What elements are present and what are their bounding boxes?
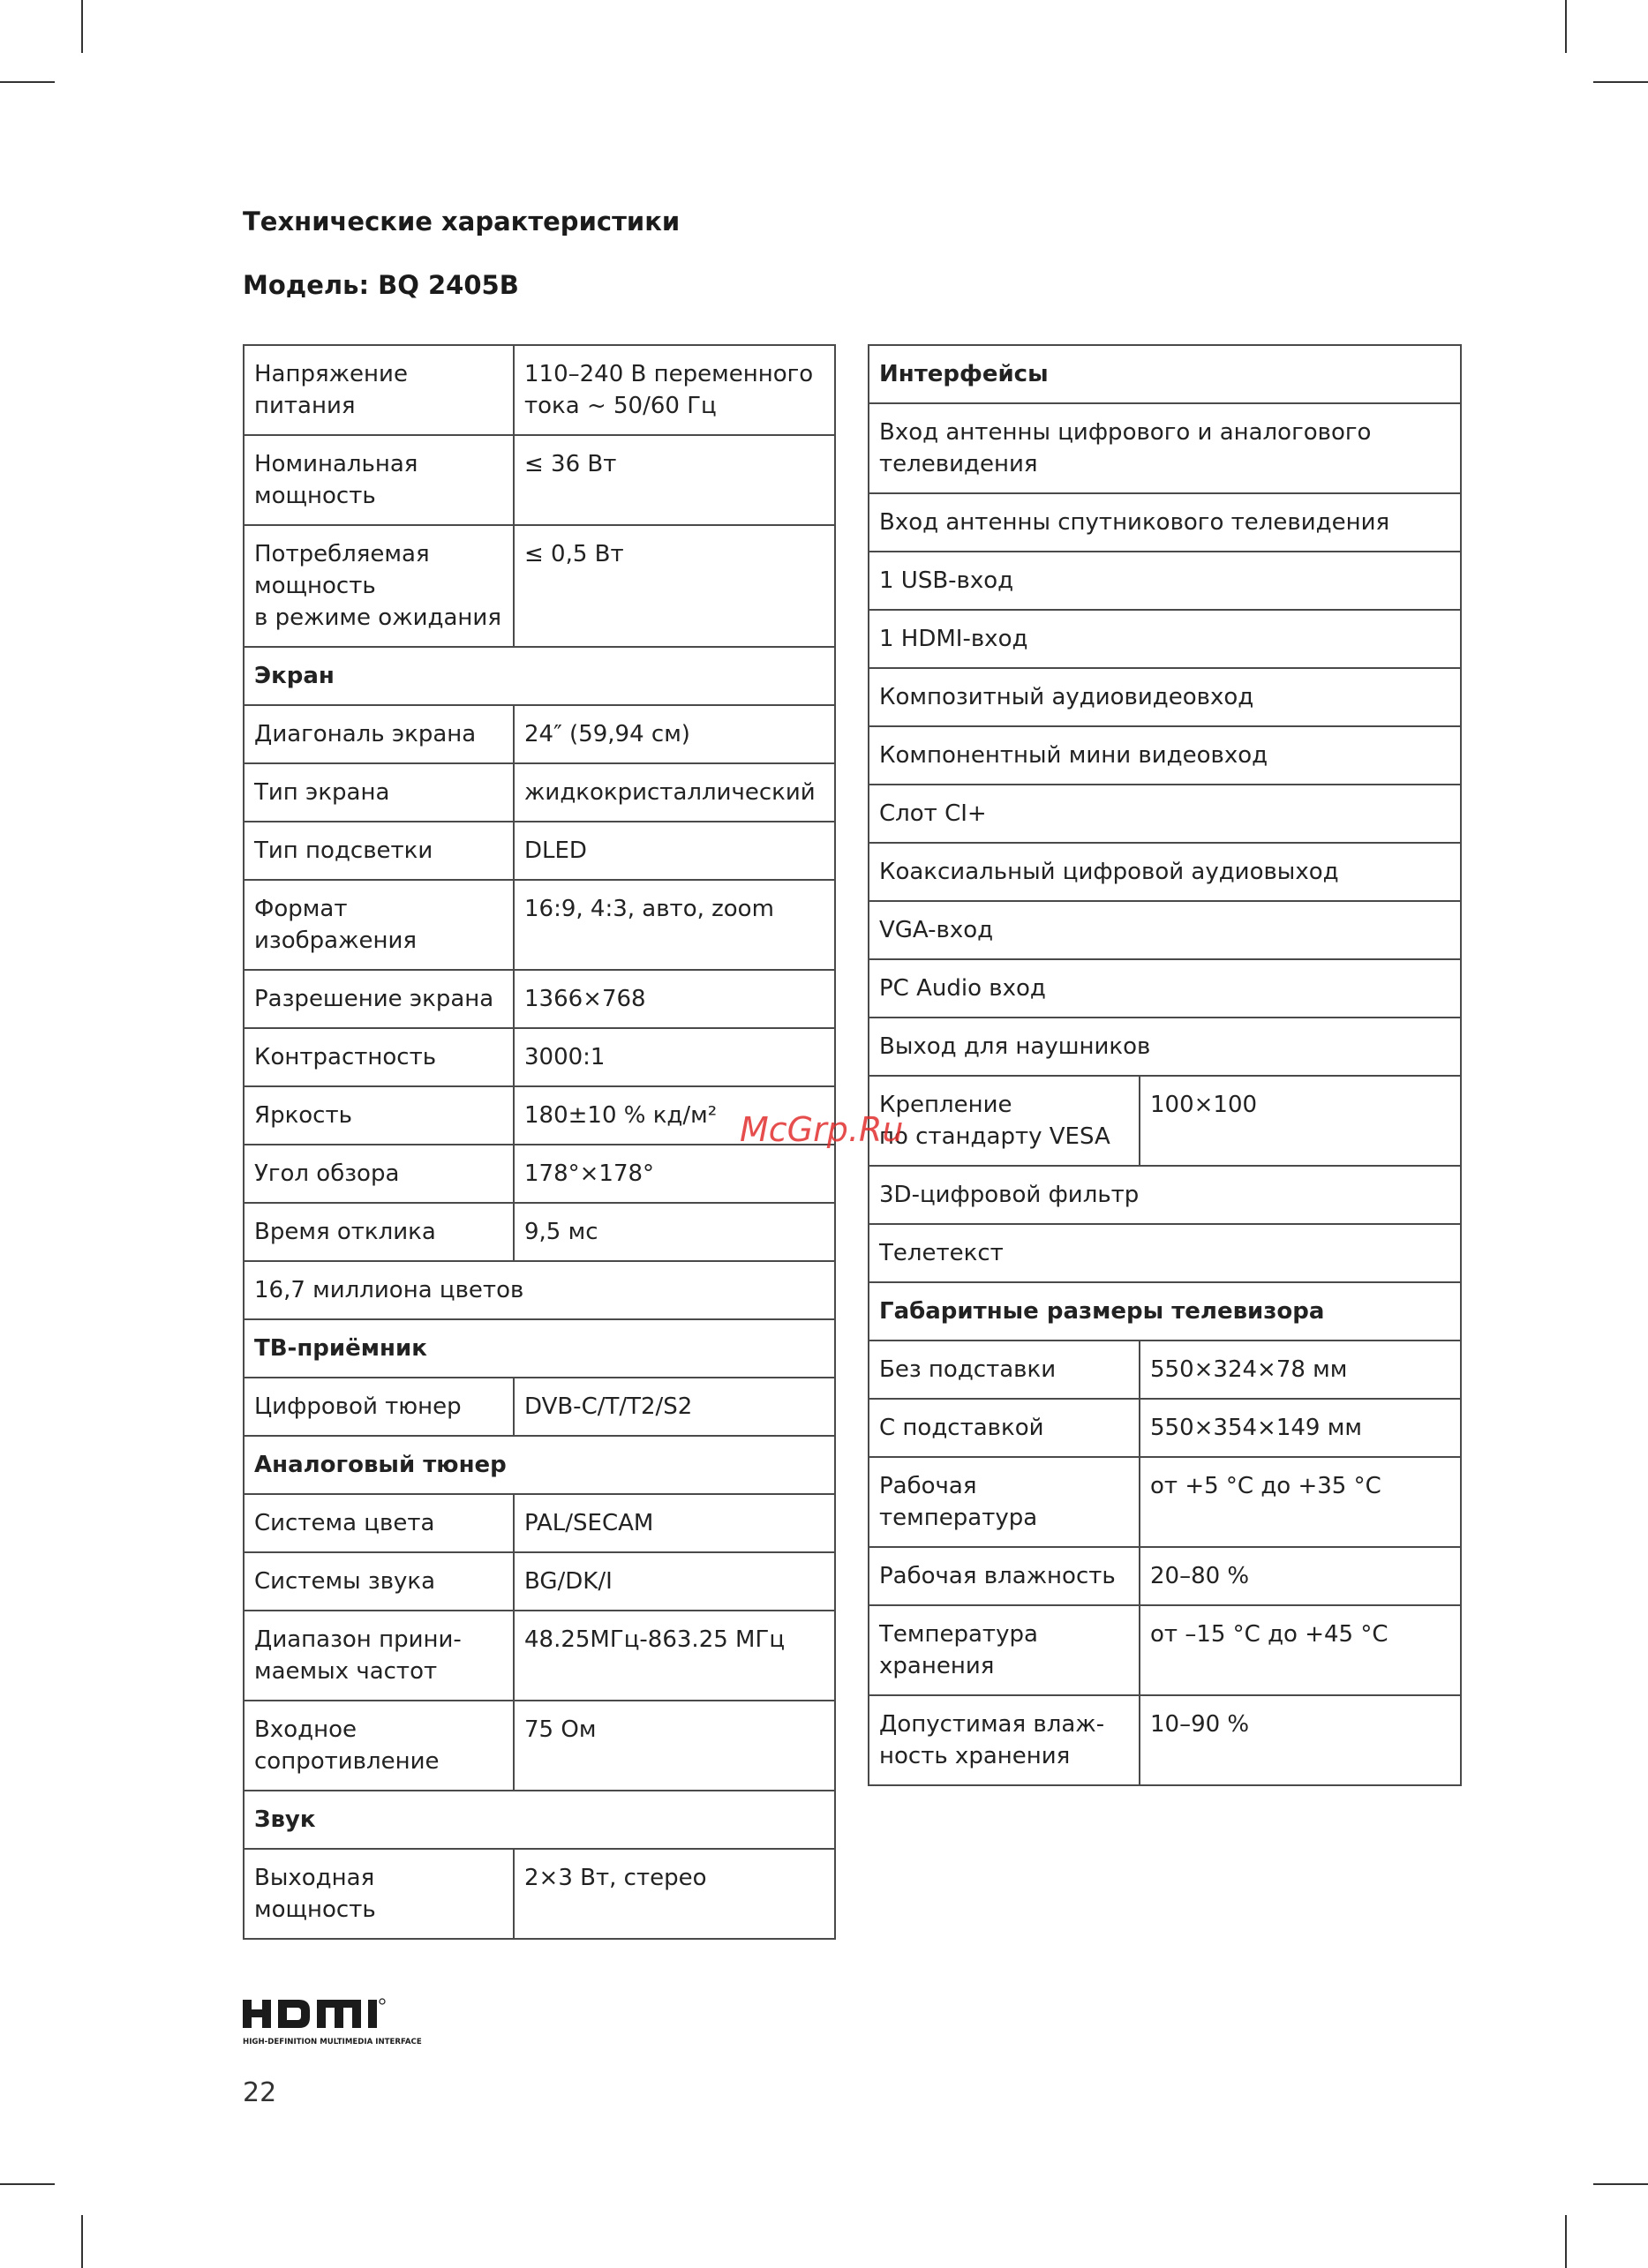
page-title: Технические характеристики: [243, 207, 681, 237]
spec-value: 550×354×149 мм: [1140, 1399, 1461, 1457]
section-heading: Экран: [244, 647, 835, 705]
table-row: [869, 1457, 1461, 1547]
hdmi-tagline: HIGH-DEFINITION MULTIMEDIA INTERFACE: [243, 2038, 422, 2046]
table-row: [869, 1224, 1461, 1282]
spec-value: 550×324×78 мм: [1140, 1341, 1461, 1399]
spec-label: Температура хранения: [869, 1605, 1140, 1695]
spec-item: 3D-цифровой фильтр: [869, 1166, 1461, 1224]
table-row: [244, 1145, 835, 1203]
spec-value: ≤ 36 Вт: [514, 435, 835, 525]
table-row: [869, 1605, 1461, 1695]
page-number: 22: [243, 2077, 277, 2108]
spec-value: 2×3 Вт, стерео: [514, 1849, 835, 1939]
spec-table-right: [868, 344, 1462, 1786]
spec-label: Рабочая влажность: [869, 1547, 1140, 1605]
spec-label: Номинальная мощность: [244, 435, 514, 525]
spec-item: PC Audio вход: [869, 959, 1461, 1018]
model-heading: Модель: BQ 2405B: [243, 270, 519, 300]
hdmi-logo-icon: [243, 1996, 446, 2049]
spec-value: 20–80 %: [1140, 1547, 1461, 1605]
table-row: [869, 493, 1461, 552]
spec-value: 9,5 мс: [514, 1203, 835, 1261]
spec-label: Системы звука: [244, 1552, 514, 1611]
spec-label: Угол обзора: [244, 1145, 514, 1203]
spec-label: Яркость: [244, 1086, 514, 1145]
spec-item: Компонентный мини видеовход: [869, 726, 1461, 785]
section-heading: Аналоговый тюнер: [244, 1436, 835, 1494]
table-row: [244, 1494, 835, 1552]
table-row: [244, 647, 835, 705]
section-heading: Интерфейсы: [869, 345, 1461, 403]
spec-value: ≤ 0,5 Вт: [514, 525, 835, 647]
table-row: [869, 1166, 1461, 1224]
section-heading: ТВ-приёмник: [244, 1319, 835, 1378]
crop-mark: [0, 81, 55, 83]
crop-mark: [1593, 2183, 1648, 2185]
table-row: [869, 726, 1461, 785]
table-row: [869, 1341, 1461, 1399]
spec-value: 110–240 В переменного тока ~ 50/60 Гц: [514, 345, 835, 435]
table-row: [869, 1018, 1461, 1076]
table-row: [869, 552, 1461, 610]
spec-label: Крепление по стандарту VESA: [869, 1076, 1140, 1166]
table-row: [869, 901, 1461, 959]
table-row: [869, 785, 1461, 843]
spec-item: Телетекст: [869, 1224, 1461, 1282]
table-row: [244, 1611, 835, 1701]
spec-value: 178°×178°: [514, 1145, 835, 1203]
table-row: [869, 1695, 1461, 1785]
table-row: [244, 1849, 835, 1939]
spec-value: 3000:1: [514, 1028, 835, 1086]
spec-value: 180±10 % кд/м²: [514, 1086, 835, 1145]
spec-value: 48.25МГц-863.25 МГц: [514, 1611, 835, 1701]
spec-value: жидкокристаллический: [514, 763, 835, 822]
spec-label: Допустимая влаж- ность хранения: [869, 1695, 1140, 1785]
spec-value: BG/DK/I: [514, 1552, 835, 1611]
table-row: [244, 822, 835, 880]
crop-mark: [1593, 81, 1648, 83]
spec-label: Диапазон прини- маемых частот: [244, 1611, 514, 1701]
spec-label: Рабочая температура: [869, 1457, 1140, 1547]
spec-item: VGA-вход: [869, 901, 1461, 959]
spec-item: Вход антенны цифрового и аналогового телевидения: [869, 403, 1461, 493]
spec-label: С подставкой: [869, 1399, 1140, 1457]
spec-label: Тип экрана: [244, 763, 514, 822]
spec-item: 1 HDMI-вход: [869, 610, 1461, 668]
table-row: [244, 1701, 835, 1791]
spec-value: 100×100: [1140, 1076, 1461, 1166]
table-row: [244, 435, 835, 525]
table-row: [244, 525, 835, 647]
table-row: [244, 763, 835, 822]
spec-label: Потребляемая мощность в режиме ожидания: [244, 525, 514, 647]
table-row: [869, 1399, 1461, 1457]
spec-label: Входное сопротивление: [244, 1701, 514, 1791]
spec-value: 10–90 %: [1140, 1695, 1461, 1785]
table-row: [869, 1076, 1461, 1166]
spec-label: Напряжение питания: [244, 345, 514, 435]
crop-mark: [81, 0, 83, 53]
table-row: [244, 1378, 835, 1436]
spec-item: Выход для наушников: [869, 1018, 1461, 1076]
table-row: [869, 403, 1461, 493]
table-row: [244, 970, 835, 1028]
spec-value: от –15 °C до +45 °C: [1140, 1605, 1461, 1695]
table-row: [244, 1028, 835, 1086]
table-row: [869, 610, 1461, 668]
spec-item: Коаксиальный цифровой аудиовыход: [869, 843, 1461, 901]
spec-item: Слот CI+: [869, 785, 1461, 843]
table-row: [244, 1261, 835, 1319]
table-row: [869, 668, 1461, 726]
crop-mark: [0, 2183, 55, 2185]
spec-value: 16:9, 4:3, авто, zoom: [514, 880, 835, 970]
spec-item: 16,7 миллиона цветов: [244, 1261, 835, 1319]
table-row: [869, 345, 1461, 403]
table-row: [244, 1791, 835, 1849]
spec-label: Выходная мощность: [244, 1849, 514, 1939]
spec-label: Тип подсветки: [244, 822, 514, 880]
table-row: [244, 880, 835, 970]
crop-mark: [1565, 0, 1567, 53]
spec-label: Цифровой тюнер: [244, 1378, 514, 1436]
spec-value: DVB-C/T/T2/S2: [514, 1378, 835, 1436]
spec-item: Вход антенны спутникового телевидения: [869, 493, 1461, 552]
spec-label: Контрастность: [244, 1028, 514, 1086]
section-heading: Звук: [244, 1791, 835, 1849]
spec-label: Система цвета: [244, 1494, 514, 1552]
spec-value: PAL/SECAM: [514, 1494, 835, 1552]
spec-value: 24″ (59,94 см): [514, 705, 835, 763]
table-row: [244, 345, 835, 435]
table-row: [869, 843, 1461, 901]
spec-item: Композитный аудиовидеовход: [869, 668, 1461, 726]
crop-mark: [1565, 2215, 1567, 2268]
spec-value: от +5 °C до +35 °C: [1140, 1457, 1461, 1547]
spec-label: Время отклика: [244, 1203, 514, 1261]
table-row: [869, 959, 1461, 1018]
spec-label: Без подставки: [869, 1341, 1140, 1399]
table-row: [869, 1547, 1461, 1605]
table-row: [244, 1436, 835, 1494]
spec-item: 1 USB-вход: [869, 552, 1461, 610]
table-row: [869, 1282, 1461, 1341]
spec-value: 1366×768: [514, 970, 835, 1028]
crop-mark: [81, 2215, 83, 2268]
spec-label: Формат изображения: [244, 880, 514, 970]
table-row: [244, 1203, 835, 1261]
table-row: [244, 705, 835, 763]
spec-label: Диагональ экрана: [244, 705, 514, 763]
section-heading: Габаритные размеры телевизора: [869, 1282, 1461, 1341]
spec-value: DLED: [514, 822, 835, 880]
table-row: [244, 1552, 835, 1611]
watermark: McGrp.Ru: [740, 1110, 904, 1149]
spec-value: 75 Ом: [514, 1701, 835, 1791]
spec-label: Разрешение экрана: [244, 970, 514, 1028]
table-row: [244, 1319, 835, 1378]
